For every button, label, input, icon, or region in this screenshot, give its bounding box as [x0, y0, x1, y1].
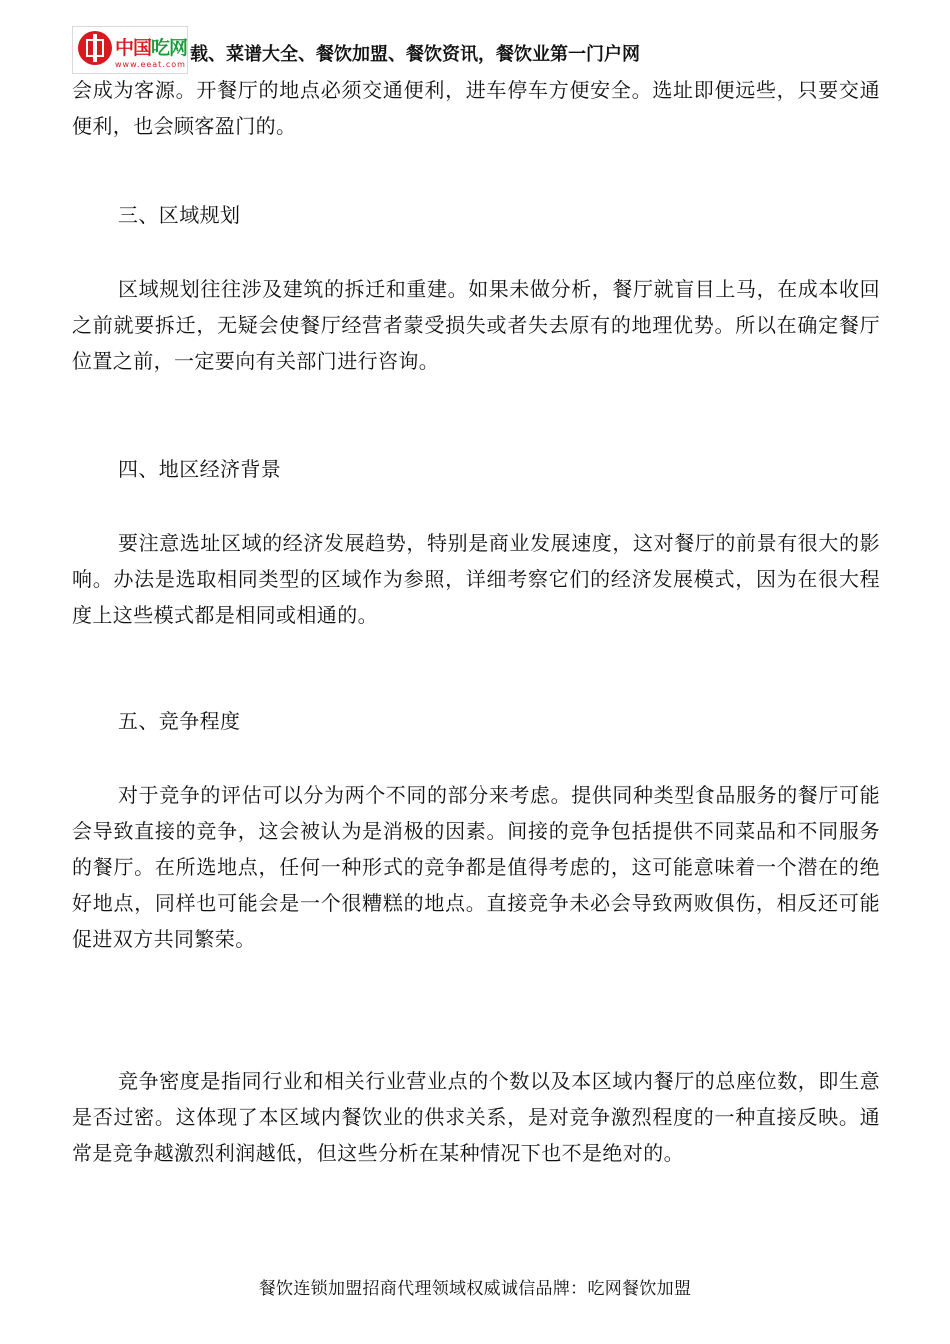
paragraph-competition-evaluation: 对于竞争的评估可以分为两个不同的部分来考虑。提供同种类型食品服务的餐厅可能会导致直接的竞争，这会被认为是消极的因素。间接的竞争包括提供不同菜品和不同服务的餐厅。在所选地点，任何一种形式的竞争都是值得考虑的，这可能意味着一个潜在的绝好地点，同样也可能会是一个很糟糕的地点。直接竞争未必会导致两败俱伤，相反还可能促进双方共同繁荣。: [72, 783, 880, 951]
section-heading-zoning: 三、区域规划: [118, 203, 241, 227]
paragraph-traffic-continued: 会成为客源。开餐厅的地点必须交通便利，进车停车方便安全。选址即便远些，只要交通便利，也会顾客盈门的。: [72, 78, 880, 138]
logo-url: www.eeat.com: [115, 60, 186, 69]
logo-seal-icon: [78, 31, 112, 65]
section-heading-competition: 五、竞争程度: [118, 709, 241, 733]
section-heading-economy: 四、地区经济背景: [118, 457, 282, 481]
logo-text: [115, 33, 187, 60]
page-footer: 餐饮连锁加盟招商代理领域权威诚信品牌：吃网餐饮加盟: [258, 1279, 692, 1299]
logo-text-main: 中国: [115, 37, 152, 59]
paragraph-zoning: 区域规划往往涉及建筑的拆迁和重建。如果未做分析，餐厅就盲目上马，在成本收回之前就要拆迁，无疑会使餐厅经营者蒙受损失或者失去原有的地理优势。所以在确定餐厅位置之前，一定要向有关部门进行咨询。: [72, 277, 880, 373]
site-logo[interactable]: [72, 26, 188, 74]
header-slogan: 载、菜谱大全、餐饮加盟、餐饮资讯，餐饮业第一门户网: [190, 44, 640, 65]
page-header: [72, 26, 872, 74]
paragraph-economy: 要注意选址区域的经济发展趋势，特别是商业发展速度，这对餐厅的前景有很大的影响。办法是选取相同类型的区域作为参照，详细考察它们的经济发展模式，因为在很大程度上这些模式都是相同或相通的。: [72, 531, 880, 627]
logo-text-accent: 吃网: [151, 37, 188, 59]
paragraph-competition-density: 竞争密度是指同行业和相关行业营业点的个数以及本区域内餐厅的总座位数，即生意是否过密。这体现了本区域内餐饮业的供求关系，是对竞争激烈程度的一种直接反映。通常是竞争越激烈利润越低，但这些分析在某种情况下也不是绝对的。: [72, 1069, 880, 1165]
